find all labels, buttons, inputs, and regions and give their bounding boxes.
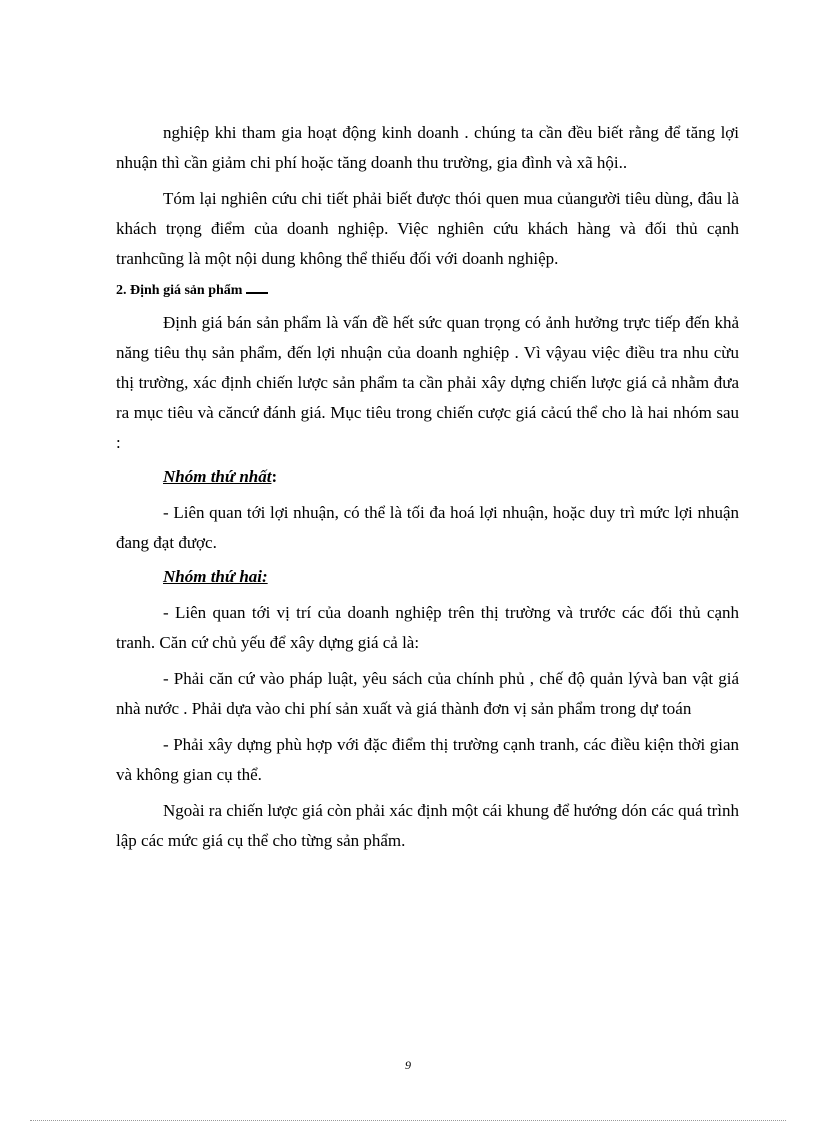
paragraph-law-basis: - Phải căn cứ vào pháp luật, yêu sách của chính phủ , chế độ quản lývà ban vật giá nhà nước . Phải dựa vào chi phí sản xuất và giá thành đơn vị sản phẩm trong dự toán [116,669,739,718]
paragraph-pricing-intro: Định giá bán sản phẩm là vấn đề hết sức quan trọng có ảnh hưởng trực tiếp đến khả năng tiêu thụ sản phẩm, đến lợi nhuận của doanh nghiệp . Vì vậyau việc điều tra nhu cừu thị trường, xác định chiến lược sản phẩm ta cần phải xây dựng chiến lược giá cả nhằm đưa ra mục tiêu và căncứ đánh giá. Mục tiêu trong chiến cược giá cảcú thể cho là hai nhóm sau : [116,313,739,452]
page-body [116,118,739,862]
paragraph-group-one: - Liên quan tới lợi nhuận, có thể là tối đa hoá lợi nhuận, hoặc duy trì mức lợi nhuận đang đạt được. [116,503,739,552]
group-one-colon: : [271,467,278,486]
paragraph-market-basis: - Phải xây dựng phù hợp với đặc điểm thị trường cạnh tranh, các điều kiện thời gian và không gian cụ thể. [116,735,739,784]
paragraph-conclusion: Ngoài ra chiến lược giá còn phải xác định một cái khung để hướng dón các quá trình lập các mức giá cụ thể cho từng sản phẩm. [116,801,739,850]
page-number: 9 [405,1058,411,1072]
heading-underline-blank [246,280,268,294]
paragraph-summary: Tóm lại nghiên cứu chi tiết phải biết được thói quen mua củangười tiêu dùng, đâu là khách trọng điểm của doanh nghiệp. Việc nghiên cứu khách hàng và đối thủ cạnh tranhcũng là một nội dung không thể thiếu đối với doanh nghiệp. [116,189,739,268]
section-heading-text: 2. Định giá sản phẩm [116,283,243,298]
group-one-title: Nhóm thứ nhất [163,467,272,486]
paragraph-group-two: - Liên quan tới vị trí của doanh nghiệp trên thị trường và trước các đối thủ cạnh tranh. Căn cứ chủ yếu để xây dựng giá cả là: [116,603,739,652]
page-bottom-divider [30,1120,786,1121]
section-heading [116,280,739,302]
group-two-heading [116,564,739,590]
paragraph-continued: nghiệp khi tham gia hoạt động kinh doanh . chúng ta cần đều biết rằng để tăng lợi nhuận thì cần giảm chi phí hoặc tăng doanh thu trường, gia đình và xã hội.. [116,123,739,172]
group-one-heading [116,464,739,490]
group-two-title: Nhóm thứ hai: [163,567,268,586]
